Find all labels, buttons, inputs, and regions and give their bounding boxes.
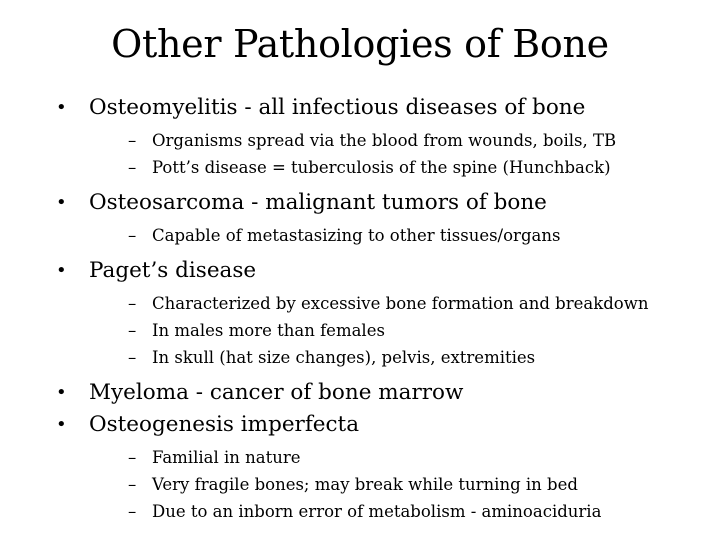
dash-icon: – xyxy=(128,475,137,494)
sub-bullet-text: Capable of metastasizing to other tissues/organs xyxy=(152,226,561,245)
sub-bullet-item xyxy=(89,127,706,154)
sub-bullet-text: Due to an inborn error of metabolism - aminoaciduria xyxy=(152,502,602,521)
sub-bullet-list xyxy=(89,222,706,249)
sub-bullet-list xyxy=(89,444,706,525)
sub-bullet-text: Characterized by excessive bone formation and breakdown xyxy=(152,294,649,313)
sub-bullet-item xyxy=(89,344,706,371)
sub-bullet-text: In skull (hat size changes), pelvis, extremities xyxy=(152,348,536,367)
bullet-item xyxy=(56,187,706,249)
sub-bullet-text: Familial in nature xyxy=(152,448,301,467)
sub-bullet-text: Organisms spread via the blood from wounds, boils, TB xyxy=(152,131,617,150)
sub-bullet-item xyxy=(89,444,706,471)
sub-bullet-text: In males more than females xyxy=(152,321,385,340)
sub-bullet-list xyxy=(89,127,706,181)
bullet-text: Osteogenesis imperfecta xyxy=(89,412,360,437)
sub-bullet-item xyxy=(89,154,706,181)
sub-bullet-item xyxy=(89,471,706,498)
bullet-text: Paget’s disease xyxy=(89,258,257,283)
bullet-item xyxy=(56,409,706,525)
slide-title: Other Pathologies of Bone xyxy=(111,22,609,66)
bullet-item xyxy=(56,377,706,408)
bullet-dot-icon: • xyxy=(56,382,67,403)
dash-icon: – xyxy=(128,502,137,521)
sub-bullet-item xyxy=(89,222,706,249)
bullet-text: Osteomyelitis - all infectious diseases of bone xyxy=(89,95,586,120)
sub-bullet-text: Pott’s disease = tuberculosis of the spine (Hunchback) xyxy=(152,158,611,177)
bullet-list xyxy=(56,92,706,525)
sub-bullet-list xyxy=(89,290,706,371)
dash-icon: – xyxy=(128,226,137,245)
sub-bullet-text: Very fragile bones; may break while turning in bed xyxy=(152,475,578,494)
bullet-dot-icon: • xyxy=(56,414,67,435)
dash-icon: – xyxy=(128,348,137,367)
bullet-item xyxy=(56,92,706,181)
dash-icon: – xyxy=(128,294,137,313)
bullet-text: Myeloma - cancer of bone marrow xyxy=(89,380,464,405)
bullet-item xyxy=(56,255,706,371)
bullet-text: Osteosarcoma - malignant tumors of bone xyxy=(89,190,547,215)
dash-icon: – xyxy=(128,448,137,467)
bullet-dot-icon: • xyxy=(56,192,67,213)
sub-bullet-item xyxy=(89,317,706,344)
bullet-dot-icon: • xyxy=(56,97,67,118)
dash-icon: – xyxy=(128,131,137,150)
dash-icon: – xyxy=(128,321,137,340)
sub-bullet-item xyxy=(89,498,706,525)
sub-bullet-item xyxy=(89,290,706,317)
bullet-dot-icon: • xyxy=(56,260,67,281)
dash-icon: – xyxy=(128,158,137,177)
